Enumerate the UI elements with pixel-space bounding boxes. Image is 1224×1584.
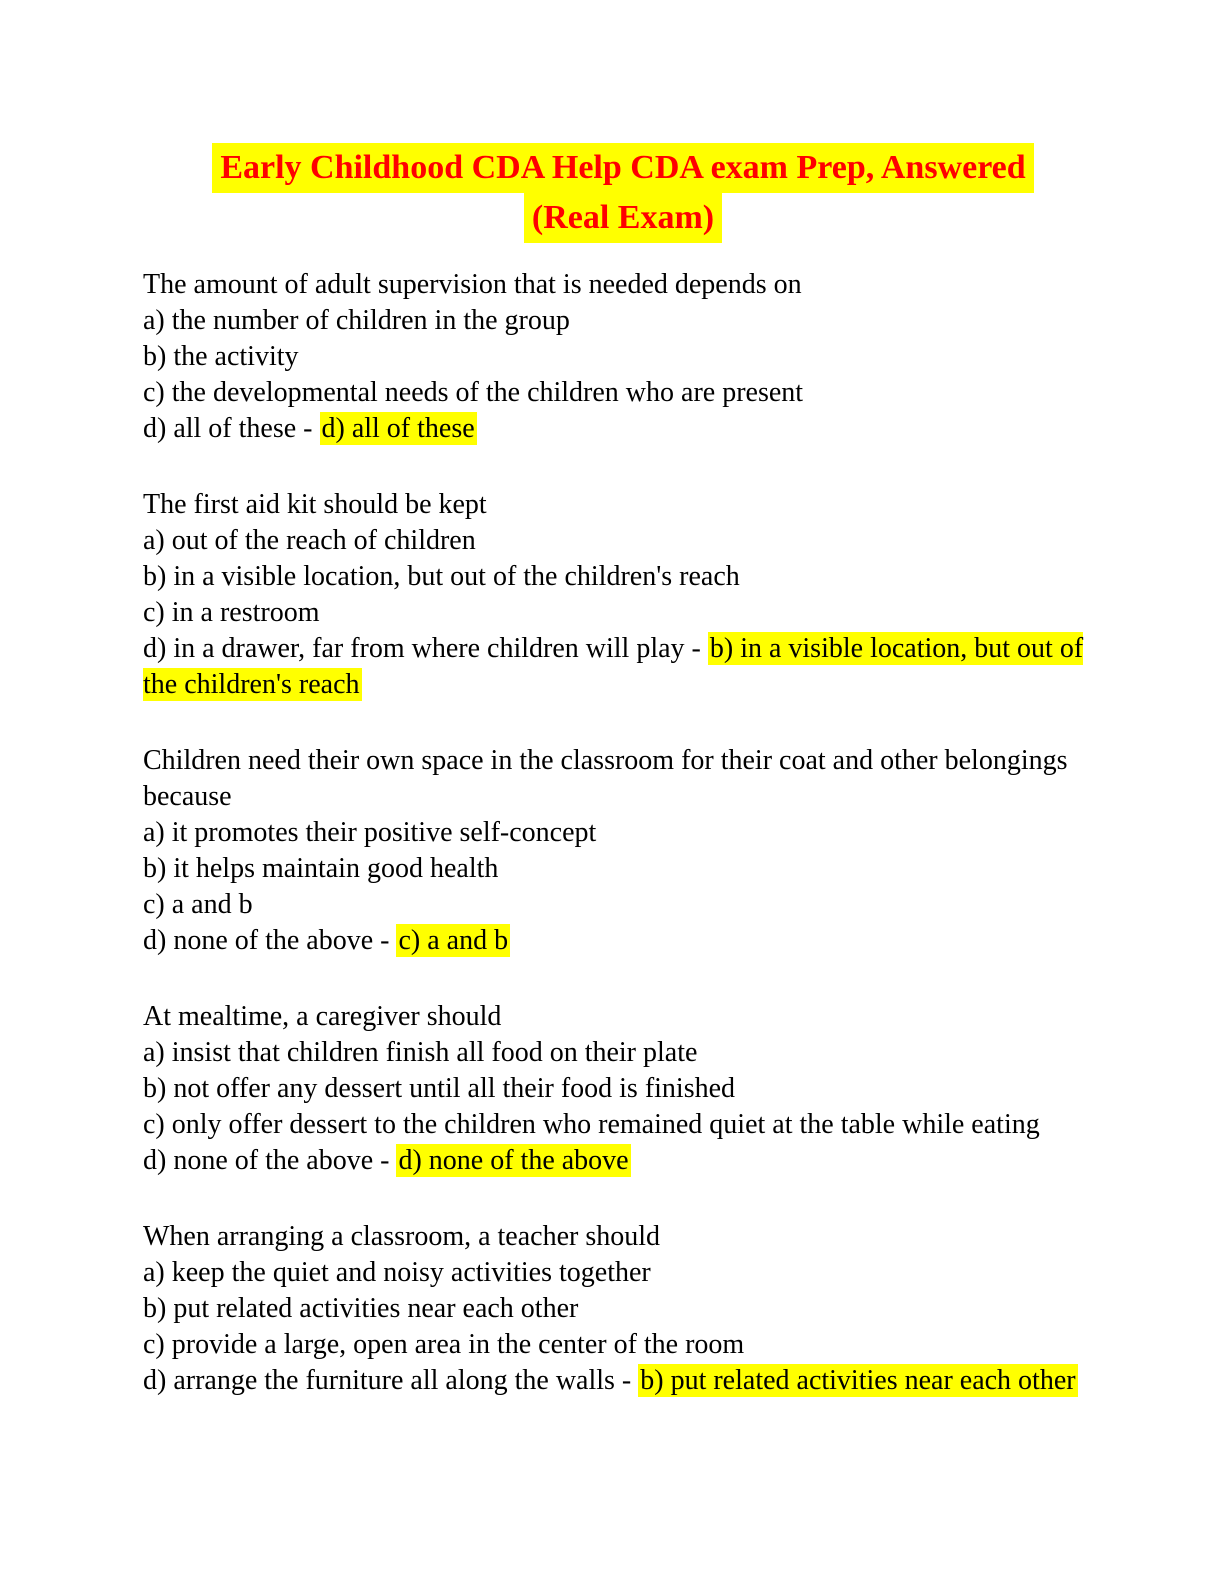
option-d-text: d) none of the above - — [143, 1145, 397, 1176]
option-d-text: d) in a drawer, far from where children will play - — [143, 633, 708, 664]
option-c: c) in a restroom — [143, 597, 320, 628]
option-d-text: d) arrange the furniture all along the walls - — [143, 1365, 639, 1396]
option-b: b) put related activities near each other — [143, 1293, 579, 1324]
option-b: b) the activity — [143, 341, 299, 372]
document-title — [143, 143, 1103, 243]
question-text: At mealtime, a caregiver should — [143, 1001, 502, 1032]
highlighted-answer: c) a and b — [398, 925, 509, 956]
option-d-with-answer — [143, 411, 1103, 447]
option-c: c) only offer dessert to the children who remained quiet at the table while eating — [143, 1109, 1040, 1140]
question-block-1 — [143, 267, 1103, 447]
question-block-5 — [143, 1219, 1103, 1399]
title-highlight: (Real Exam) — [524, 193, 722, 243]
option-d-with-answer — [143, 923, 1103, 959]
option-a: a) it promotes their positive self-concept — [143, 817, 597, 848]
question-text: Children need their own space in the classroom for their coat and other belongings because — [143, 745, 1068, 812]
option-b: b) not offer any dessert until all their food is finished — [143, 1073, 736, 1104]
question-block-2 — [143, 487, 1103, 703]
option-a: a) insist that children finish all food on their plate — [143, 1037, 698, 1068]
option-a: a) out of the reach of children — [143, 525, 476, 556]
option-a: a) keep the quiet and noisy activities together — [143, 1257, 651, 1288]
option-d-with-answer — [143, 631, 1103, 703]
question-block-4 — [143, 999, 1103, 1179]
option-a: a) the number of children in the group — [143, 305, 570, 336]
highlighted-answer: d) all of these — [321, 413, 475, 444]
option-c: c) the developmental needs of the children who are present — [143, 377, 804, 408]
question-text: When arranging a classroom, a teacher should — [143, 1221, 661, 1252]
option-d-with-answer — [143, 1143, 1103, 1179]
option-d-text: d) none of the above - — [143, 925, 397, 956]
highlighted-answer: b) put related activities near each other — [640, 1365, 1076, 1396]
title-highlight: Early Childhood CDA Help CDA exam Prep, Answered — [212, 143, 1033, 193]
question-text: The first aid kit should be kept — [143, 489, 487, 520]
option-d-text: d) all of these - — [143, 413, 320, 444]
document-content — [143, 143, 1103, 1399]
option-d-with-answer — [143, 1363, 1103, 1399]
option-c: c) a and b — [143, 889, 253, 920]
questions-list — [143, 267, 1103, 1399]
question-text: The amount of adult supervision that is needed depends on — [143, 269, 802, 300]
option-b: b) in a visible location, but out of the children's reach — [143, 561, 740, 592]
option-c: c) provide a large, open area in the center of the room — [143, 1329, 745, 1360]
highlighted-answer: b) in a visible location, but out of the children's reach — [143, 633, 1084, 700]
title-line-1 — [143, 143, 1103, 193]
title-line-2 — [143, 193, 1103, 243]
question-block-3 — [143, 743, 1103, 959]
highlighted-answer: d) none of the above — [398, 1145, 629, 1176]
option-b: b) it helps maintain good health — [143, 853, 499, 884]
